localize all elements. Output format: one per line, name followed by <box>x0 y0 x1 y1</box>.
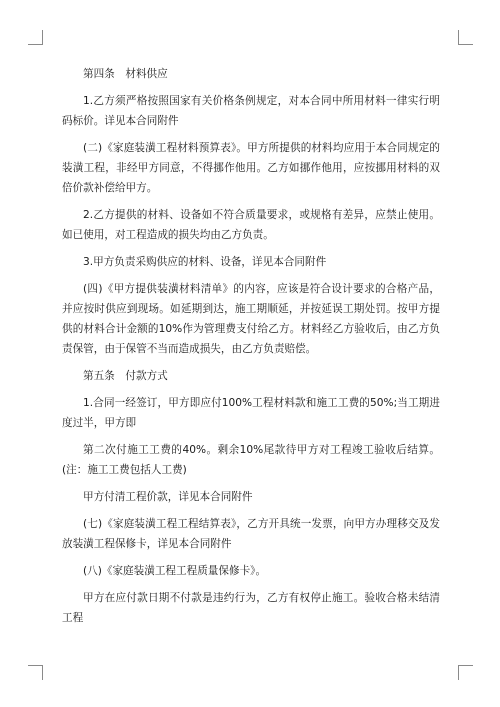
crop-mark-top-left <box>28 30 43 45</box>
document-body <box>62 64 440 635</box>
paragraph: 甲方付清工程价款，详见本合同附件 <box>83 491 253 503</box>
paragraph: (七)《家庭装潢工程工程结算表》，乙方开具统一发票，向甲方办理移交及发放装潢工程保修卡，详见本合同附件 <box>62 518 440 550</box>
paragraph: 甲方在应付款日期不付款是违约行为，乙方有权停止施工。验收合格未结清工程 <box>62 592 440 624</box>
paragraph: (四)《甲方提供装潢材料清单》的内容，应该是符合设计要求的合格产品，并应按时供应到现场。如延期到达，施工期顺延，并按延误工期处罚。按甲方提供的材料合计金额的10%作为管理费支付给乙方。材料经乙方验收后，由乙方负责保管，由于保管不当而造成损失，由乙方负责赔偿。 <box>62 283 440 355</box>
section-heading-materials: 第四条 材料供应 <box>83 68 168 80</box>
paragraph: 3.甲方负责采购供应的材料、设备，详见本合同附件 <box>83 256 327 268</box>
paragraph: 1.合同一经签订，甲方即应付100%工程材料款和施工工费的50%;当工期进度过半，甲方即 <box>62 397 440 429</box>
paragraph: (八)《家庭装潢工程工程质量保修卡》。 <box>83 565 267 577</box>
paragraph: (二)《家庭装潢工程材料预算表》。甲方所提供的材料均应用于本合同规定的装潢工程，非经甲方同意，不得挪作他用。乙方如挪作他用，应按挪用材料的双倍价款补偿给甲方。 <box>62 142 440 194</box>
paragraph: 第二次付施工工费的40%。剩余10%尾款待甲方对工程竣工验收后结算。(注：施工工费包括人工费) <box>62 444 440 476</box>
paragraph: 2.乙方提供的材料、设备如不符合质量要求，或规格有差异，应禁止使用。如已使用，对工程造成的损失均由乙方负责。 <box>62 209 440 241</box>
crop-mark-top-right <box>458 30 473 45</box>
section-heading-payment: 第五条 付款方式 <box>83 370 168 382</box>
paragraph: 1.乙方须严格按照国家有关价格条例规定，对本合同中所用材料一律实行明码标价。详见本合同附件 <box>62 95 440 127</box>
crop-mark-bottom-left <box>28 665 43 680</box>
crop-mark-bottom-right <box>458 665 473 680</box>
